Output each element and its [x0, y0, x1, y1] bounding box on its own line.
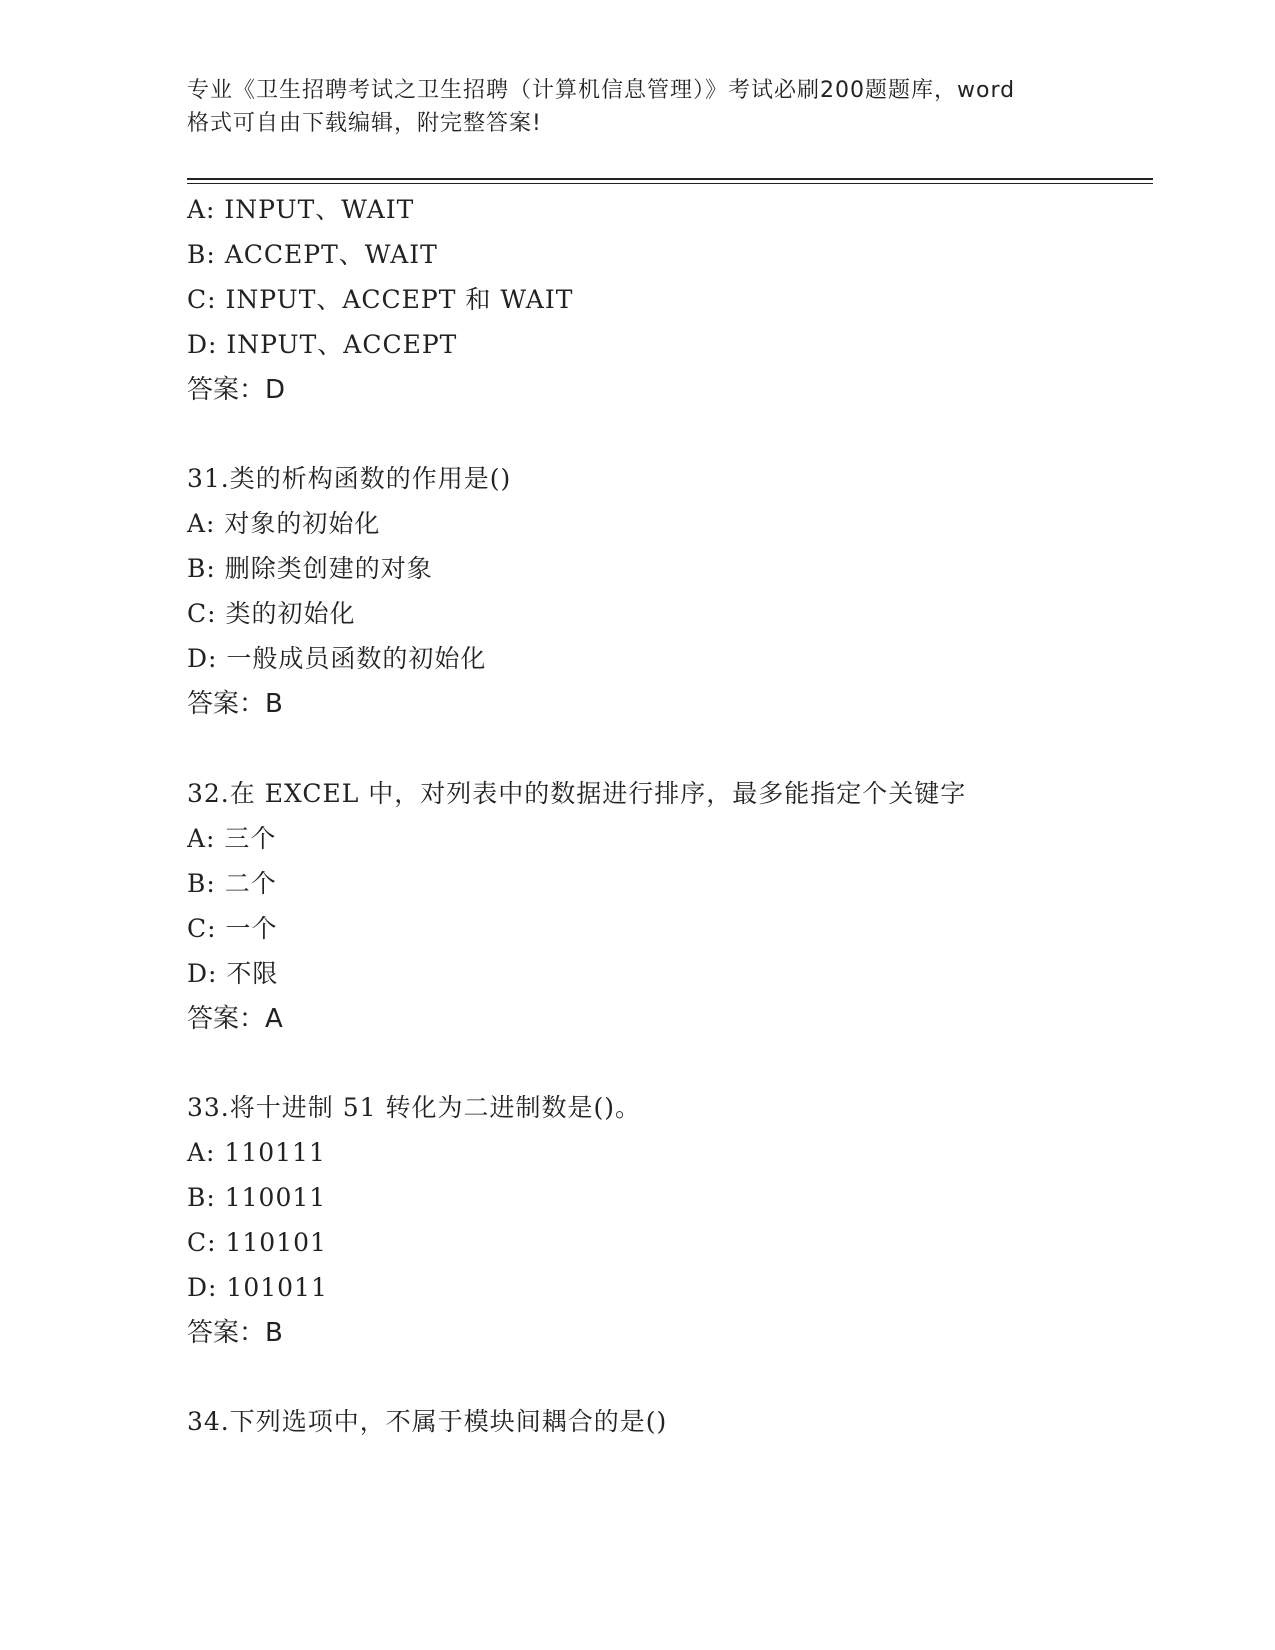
- document-header: [187, 74, 1087, 140]
- q32-option-d: D: 不限: [187, 959, 279, 988]
- q31-answer: 答案：B: [187, 689, 283, 719]
- q30-option-d: D: INPUT、ACCEPT: [187, 330, 458, 359]
- q34-question: 34.下列选项中，不属于模块间耦合的是(): [187, 1407, 668, 1436]
- q33-question: 33.将十进制 51 转化为二进制数是()。: [187, 1093, 641, 1122]
- q33-option-a: A: 110111: [187, 1138, 326, 1167]
- q33-answer: 答案：B: [187, 1318, 283, 1348]
- q32-option-c: C: 一个: [187, 914, 278, 943]
- q32-answer: 答案：A: [187, 1004, 283, 1034]
- q31-question: 31.类的析构函数的作用是(): [187, 464, 512, 493]
- header-line-1: 专业《卫生招聘考试之卫生招聘（计算机信息管理）》考试必刷200题题库，word: [187, 78, 1016, 103]
- q32-question: 32.在 EXCEL 中，对列表中的数据进行排序，最多能指定个关键字: [187, 779, 967, 808]
- q31-option-c: C: 类的初始化: [187, 599, 356, 628]
- q30-option-a: A: INPUT、WAIT: [187, 195, 415, 224]
- header-divider-thick: [187, 178, 1153, 180]
- q31-option-b: B: 删除类创建的对象: [187, 554, 433, 583]
- q30-answer: 答案：D: [187, 375, 286, 405]
- q33-option-d: D: 101011: [187, 1273, 328, 1302]
- q30-option-c: C: INPUT、ACCEPT 和 WAIT: [187, 285, 574, 314]
- q31-option-a: A: 对象的初始化: [187, 509, 381, 538]
- q32-option-a: A: 三个: [187, 824, 277, 853]
- header-divider-thin: [187, 183, 1153, 184]
- q32-option-b: B: 二个: [187, 869, 277, 898]
- header-line-2: 格式可自由下载编辑，附完整答案!: [187, 111, 542, 136]
- q31-option-d: D: 一般成员函数的初始化: [187, 644, 487, 673]
- q30-option-b: B: ACCEPT、WAIT: [187, 240, 438, 269]
- q33-option-c: C: 110101: [187, 1228, 327, 1257]
- q33-option-b: B: 110011: [187, 1183, 327, 1212]
